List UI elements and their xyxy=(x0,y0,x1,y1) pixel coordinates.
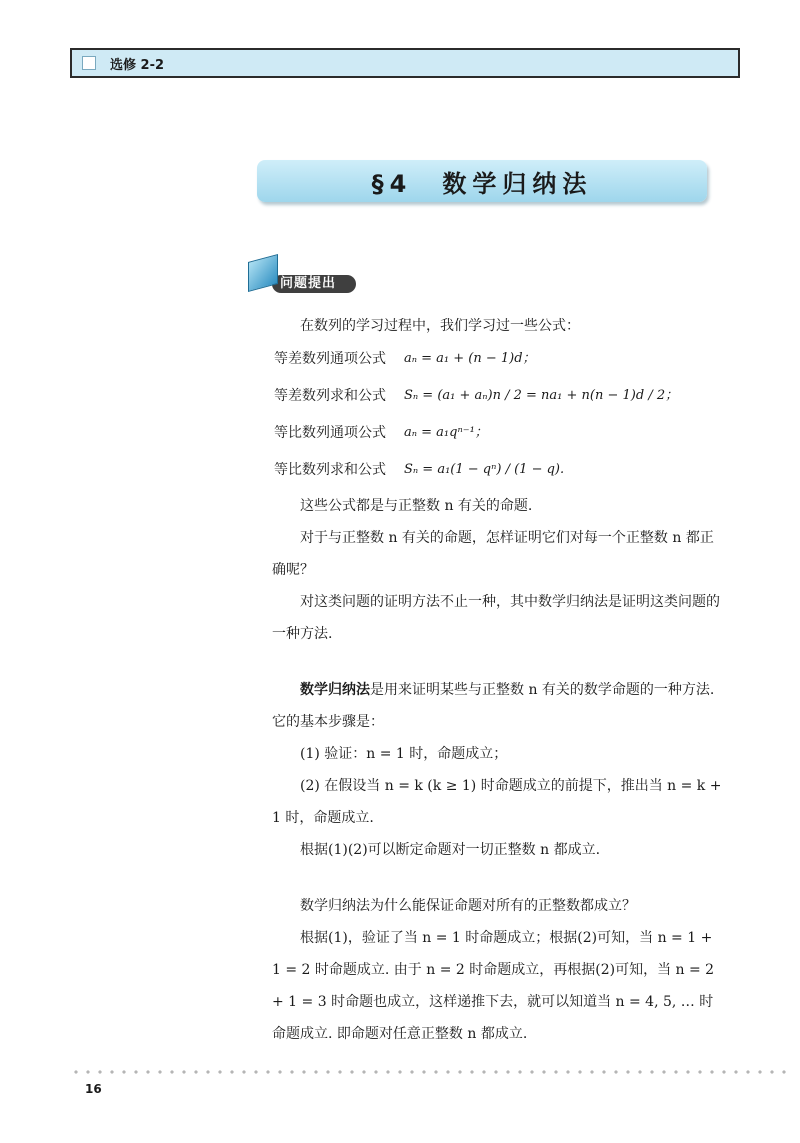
problem-tag xyxy=(248,254,358,294)
formula-row xyxy=(272,376,722,416)
formula-expression: Sₙ = a₁(1 − qⁿ) / (1 − q). xyxy=(404,462,565,477)
step-one: (1) 验证：n = 1 时，命题成立； xyxy=(300,746,508,762)
paragraph: 对于与正整数 n 有关的命题，怎样证明它们对每一个正整数 n 都正确呢？ xyxy=(272,530,714,578)
definition-paragraph xyxy=(272,674,722,738)
answer: 根据(1)，验证了当 n = 1 时命题成立；根据(2)可知，当 n = 1 + 1 = 2 时命题成立. 由于 n = 2 时命题成立，再根据(2)可知，当 n = 2 + 1 = 3 时命题也成立，这样递推下去，就可以知道当 n = 4, 5, … 时命题成立. 即命题对任意正整数 n 都成立. xyxy=(272,930,715,1042)
paragraph: 对这类问题的证明方法不止一种，其中数学归纳法是证明这类问题的一种方法. xyxy=(272,594,720,642)
formula-row xyxy=(272,450,722,490)
formula-label: 等比数列通项公式 xyxy=(274,425,386,441)
question: 数学归纳法为什么能保证命题对所有的正整数都成立？ xyxy=(300,898,636,914)
formula-row xyxy=(272,416,722,450)
page-number: 16 xyxy=(85,1082,102,1096)
main-content xyxy=(272,310,722,1050)
section-title: §4 数学归纳法 xyxy=(371,169,593,198)
definition-term: 数学归纳法 xyxy=(300,682,370,698)
conclusion: 根据(1)(2)可以断定命题对一切正整数 n 都成立. xyxy=(300,842,601,858)
paragraph: 这些公式都是与正整数 n 有关的命题. xyxy=(300,498,533,514)
formula-label: 等差数列求和公式 xyxy=(274,388,386,404)
header-bar xyxy=(70,48,740,78)
section-title-banner xyxy=(257,160,707,202)
formula-label: 等比数列求和公式 xyxy=(274,462,386,478)
formula-expression: Sₙ = (a₁ + aₙ)n / 2 = na₁ + n(n − 1)d / 2； xyxy=(404,388,679,403)
definition-text: 是用来证明某些与正整数 n 有关的数学命题的一种方法. 它的基本步骤是： xyxy=(272,682,715,730)
header-label: 选修 2-2 xyxy=(110,57,165,73)
square-icon xyxy=(82,56,96,70)
spacer xyxy=(272,650,722,674)
step-two: (2) 在假设当 n = k (k ≥ 1) 时命题成立的前提下，推出当 n = k + 1 时，命题成立. xyxy=(272,778,722,826)
formula-expression: aₙ = a₁qⁿ⁻¹； xyxy=(404,425,488,440)
intro-text: 在数列的学习过程中，我们学习过一些公式： xyxy=(300,318,580,334)
footer-divider xyxy=(70,1070,790,1074)
formula-row xyxy=(272,342,722,376)
spacer xyxy=(272,866,722,890)
formula-expression: aₙ = a₁ + (n − 1)d； xyxy=(404,351,536,366)
formula-label: 等差数列通项公式 xyxy=(274,351,386,367)
tag-label: 问题提出 xyxy=(280,276,337,291)
